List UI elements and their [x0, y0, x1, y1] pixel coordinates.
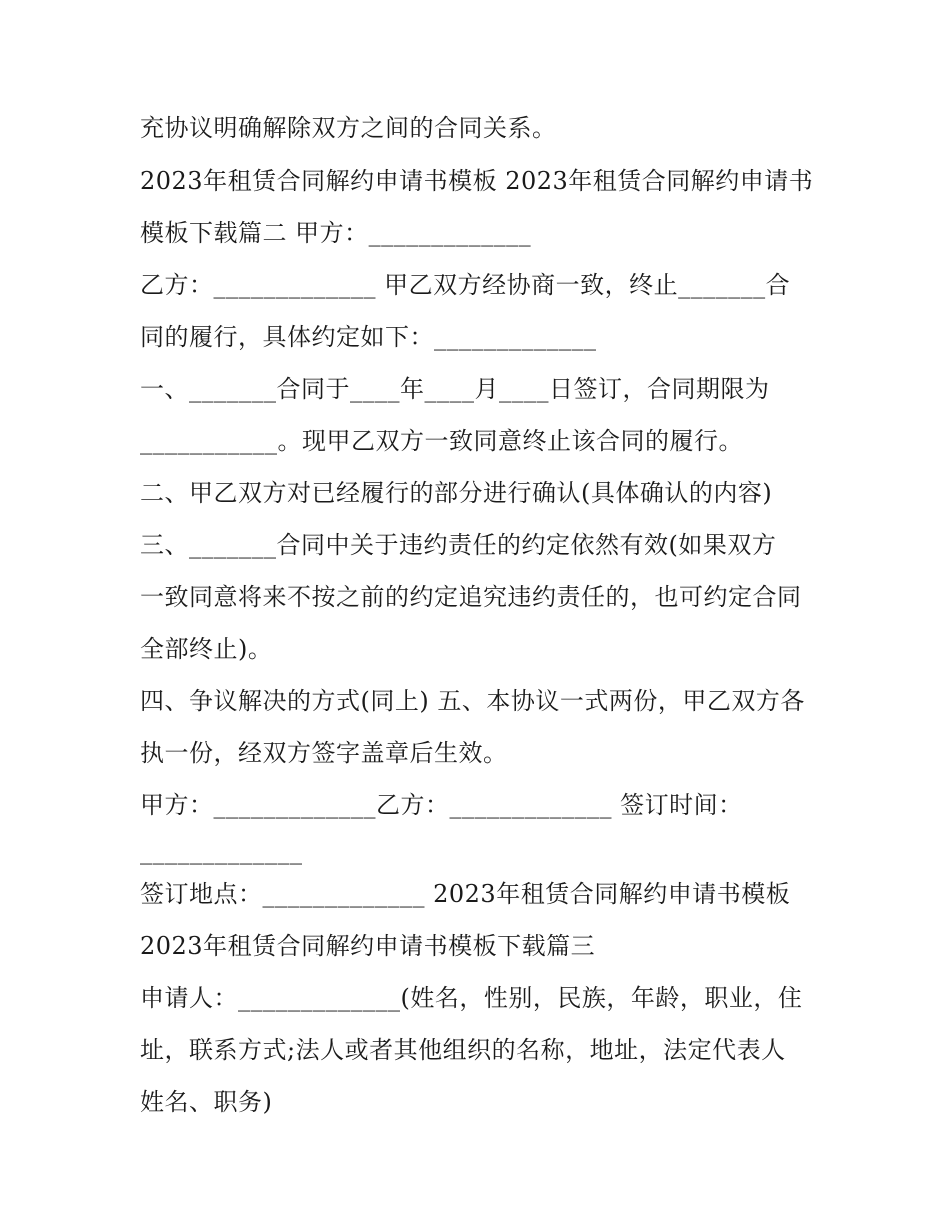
text-line-20: 姓名、职务) [140, 1088, 273, 1116]
text-line-16: 签订地点：_____________ 2023年租赁合同解约申请书模板 [140, 880, 791, 908]
text-line-19: 址，联系方式;法人或者其他组织的名称，地址，法定代表人 [140, 1036, 786, 1064]
text-line-7: ___________。现甲乙双方一致同意终止该合同的履行。 [140, 427, 743, 455]
text-line-11: 全部终止)。 [140, 635, 273, 663]
text-line-5: 同的履行，具体约定如下：_____________ [140, 323, 597, 351]
text-line-3: 模板下载篇二 甲方：_____________ [140, 219, 532, 247]
text-line-10: 一致同意将来不按之前的约定追究违约责任的，也可约定合同 [140, 583, 802, 611]
text-line-17: 2023年租赁合同解约申请书模板下载篇三 [140, 932, 596, 960]
text-line-8: 二、甲乙双方对已经履行的部分进行确认(具体确认的内容) [140, 479, 773, 507]
text-line-2: 2023年租赁合同解约申请书模板 2023年租赁合同解约申请书 [140, 167, 814, 195]
text-line-12: 四、争议解决的方式(同上) 五、本协议一式两份，甲乙双方各 [140, 687, 805, 715]
text-line-9: 三、_______合同中关于违约责任的约定依然有效(如果双方 [140, 531, 777, 559]
text-line-13: 执一份，经双方签字盖章后生效。 [140, 739, 508, 767]
text-line-1: 充协议明确解除双方之间的合同关系。 [140, 114, 557, 142]
text-line-14: 甲方：_____________乙方：_____________ 签订时间： [140, 791, 743, 819]
text-line-6: 一、_______合同于____年____月____日签订，合同期限为 [140, 375, 770, 403]
text-line-18: 申请人：_____________(姓名，性别，民族，年龄，职业，住 [140, 984, 803, 1012]
text-line-4: 乙方：_____________ 甲乙双方经协商一致，终止_______合 [140, 271, 791, 299]
text-line-15: _____________ [140, 837, 303, 865]
